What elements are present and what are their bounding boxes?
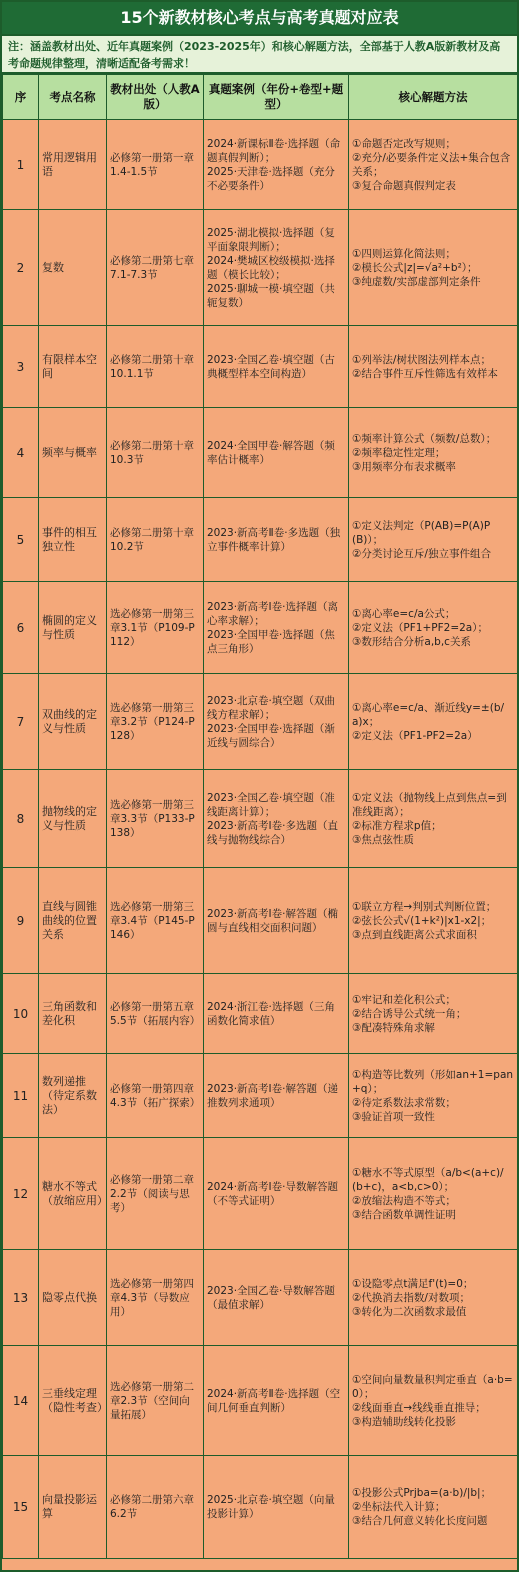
row-number: 14 xyxy=(3,1346,39,1456)
exam-cases xyxy=(204,1054,349,1138)
method-line: ①离心率e=c/a、渐近线y=±(b/a)x； xyxy=(352,701,505,728)
topic-name: 直线与圆锥曲线的位置关系 xyxy=(39,868,107,974)
method-line: ①糖水不等式原型（a/b<(a+c)/(b+c)，a<b,c>0）； xyxy=(352,1166,504,1193)
textbook-source: 必修第二册第七章7.1-7.3节 xyxy=(107,210,204,326)
solution-methods xyxy=(349,770,518,868)
table-body xyxy=(3,120,518,1559)
solution-methods xyxy=(349,1456,518,1559)
exam-cases xyxy=(204,326,349,408)
method-line: ②待定系数法求常数； xyxy=(352,1096,456,1109)
exam-case-line: 2024·新课标Ⅱ卷·选择题（命题真假判断）； xyxy=(207,137,341,164)
method-line: ①构造等比数列（形如an+1=pan+q）； xyxy=(352,1068,514,1095)
topic-name: 事件的相互独立性 xyxy=(39,498,107,582)
method-line: ②定义法（PF1-PF2=2a） xyxy=(352,729,478,742)
exam-cases xyxy=(204,210,349,326)
exam-case-line: 2023·全国甲卷·选择题（焦点三角形） xyxy=(207,628,335,655)
method-line: ①命题否定改写规则； xyxy=(352,137,456,150)
method-line: ③焦点弦性质 xyxy=(352,833,414,846)
row-number: 4 xyxy=(3,408,39,498)
topic-name: 数列递推（待定系数法） xyxy=(39,1054,107,1138)
method-line: ①牢记和差化积公式； xyxy=(352,993,456,1006)
textbook-source: 选必修第一册第四章4.3节（导数应用） xyxy=(107,1250,204,1346)
solution-methods xyxy=(349,974,518,1054)
table-row xyxy=(3,210,518,326)
exam-case-line: 2023·全国乙卷·填空题（准线距离计算）； xyxy=(207,791,335,818)
solution-methods xyxy=(349,1250,518,1346)
exam-cases xyxy=(204,868,349,974)
solution-methods xyxy=(349,498,518,582)
table-row xyxy=(3,868,518,974)
topic-name: 频率与概率 xyxy=(39,408,107,498)
row-number: 5 xyxy=(3,498,39,582)
topic-name: 三角函数和差化积 xyxy=(39,974,107,1054)
method-line: ①定义法（抛物线上点到焦点=到准线距离）； xyxy=(352,791,507,818)
exam-cases xyxy=(204,498,349,582)
row-number: 15 xyxy=(3,1456,39,1559)
method-line: ②分类讨论互斥/独立事件组合 xyxy=(352,547,491,560)
table-row xyxy=(3,120,518,210)
topic-name: 椭圆的定义与性质 xyxy=(39,582,107,674)
textbook-source: 必修第一册第一章1.4-1.5节 xyxy=(107,120,204,210)
exam-case-line: 2024·新高考Ⅰ卷·导数解答题（不等式证明） xyxy=(207,1180,338,1207)
solution-methods xyxy=(349,210,518,326)
method-line: ②模长公式|z|=√a²+b²）； xyxy=(352,261,478,274)
method-line: ②充分/必要条件定义法+集合包含关系； xyxy=(352,151,511,178)
header-methods: 核心解题方法 xyxy=(349,75,518,120)
table-row xyxy=(3,582,518,674)
table-row xyxy=(3,1250,518,1346)
table-row xyxy=(3,674,518,770)
table-row xyxy=(3,1346,518,1456)
method-line: ②结合事件互斥性筛选有效样本 xyxy=(352,367,498,380)
exam-cases xyxy=(204,120,349,210)
exam-case-line: 2024·樊城区校级模拟·选择题（模长比较）； xyxy=(207,254,335,281)
method-line: ③数形结合分析a,b,c关系 xyxy=(352,635,471,648)
solution-methods xyxy=(349,1054,518,1138)
exam-cases xyxy=(204,1456,349,1559)
method-line: ③转化为二次函数求最值 xyxy=(352,1305,467,1318)
row-number: 12 xyxy=(3,1138,39,1250)
method-line: ③复合命题真假判定表 xyxy=(352,179,456,192)
exam-case-line: 2023·新高考Ⅰ卷·多选题（直线与抛物线综合） xyxy=(207,819,338,846)
solution-methods xyxy=(349,326,518,408)
method-line: ③结合几何意义转化长度问题 xyxy=(352,1515,488,1527)
header-name: 考点名称 xyxy=(39,75,107,120)
row-number: 3 xyxy=(3,326,39,408)
topic-name: 向量投影运算 xyxy=(39,1456,107,1559)
table-row xyxy=(3,498,518,582)
topic-name: 常用逻辑用语 xyxy=(39,120,107,210)
exam-cases xyxy=(204,674,349,770)
row-number: 8 xyxy=(3,770,39,868)
exam-cases xyxy=(204,408,349,498)
topic-name: 抛物线的定义与性质 xyxy=(39,770,107,868)
textbook-source: 必修第二册第十章10.2节 xyxy=(107,498,204,582)
method-line: ③纯虚数/实部虚部判定条件 xyxy=(352,275,481,288)
method-line: ①联立方程→判别式判断位置； xyxy=(352,900,497,913)
method-line: ①离心率e=c/a公式； xyxy=(352,607,456,620)
method-line: ①频率计算公式（频数/总数）； xyxy=(352,432,497,445)
exam-case-line: 2023·新高考Ⅰ卷·解答题（椭圆与直线相交面积问题） xyxy=(207,907,338,934)
topic-name: 复数 xyxy=(39,210,107,326)
method-line: ①投影公式Prjba=(a·b)/|b|； xyxy=(352,1487,492,1499)
table-row xyxy=(3,1456,518,1559)
note-text: 注：涵盖教材出处、近年真题案例（2023-2025年）和核心解题方法，全部基于人教A版新教材及高考命题规律整理，清晰适配备考需求！ xyxy=(2,36,517,74)
textbook-source: 选必修第一册第三章3.3节（P133-P138） xyxy=(107,770,204,868)
method-line: ③用频率分布表求概率 xyxy=(352,460,456,473)
exam-case-line: 2024·浙江卷·选择题（三角函数化简求值） xyxy=(207,1000,335,1027)
method-line: ②坐标法代入计算； xyxy=(352,1501,446,1513)
textbook-source: 必修第一册第二章2.2节（阅读与思考） xyxy=(107,1138,204,1250)
exam-cases xyxy=(204,1138,349,1250)
textbook-source: 必修第二册第十章10.1.1节 xyxy=(107,326,204,408)
table-row xyxy=(3,408,518,498)
method-line: ③配凑特殊角求解 xyxy=(352,1021,435,1034)
topic-name: 隐零点代换 xyxy=(39,1250,107,1346)
exam-cases xyxy=(204,974,349,1054)
method-line: ②定义法（PF1+PF2=2a）； xyxy=(352,621,488,634)
table-row xyxy=(3,1138,518,1250)
exam-cases xyxy=(204,770,349,868)
method-line: ①设隐零点t满足f'(t)=0； xyxy=(352,1277,474,1290)
method-line: ②频率稳定性定理； xyxy=(352,446,446,459)
table-row xyxy=(3,1054,518,1138)
solution-methods xyxy=(349,674,518,770)
method-line: ②标准方程求p值； xyxy=(352,819,442,832)
exam-case-line: 2024·全国甲卷·解答题（频率估计概率） xyxy=(207,439,335,466)
exam-case-line: 2023·全国甲卷·选择题（渐近线与圆综合） xyxy=(207,722,335,749)
exam-case-line: 2023·全国乙卷·导数解答题（最值求解） xyxy=(207,1284,335,1311)
method-line: ①定义法判定（P(AB)=P(A)P(B)）； xyxy=(352,519,491,546)
method-line: ②结合诱导公式统一角； xyxy=(352,1007,467,1020)
textbook-source: 必修第一册第四章4.3节（拓广探索） xyxy=(107,1054,204,1138)
exam-cases xyxy=(204,1250,349,1346)
table-row xyxy=(3,770,518,868)
exam-case-line: 2023·北京卷·填空题（双曲线方程求解）； xyxy=(207,694,335,721)
header-no: 序 xyxy=(3,75,39,120)
method-line: ①空间向量数量积判定垂直（a·b=0）； xyxy=(352,1373,513,1400)
exam-case-line: 2023·新高考Ⅱ卷·多选题（独立事件概率计算） xyxy=(207,526,341,553)
solution-methods xyxy=(349,1138,518,1250)
row-number: 2 xyxy=(3,210,39,326)
topic-name: 糖水不等式（放缩应用） xyxy=(39,1138,107,1250)
method-line: ②代换消去指数/对数项； xyxy=(352,1291,470,1304)
exam-cases xyxy=(204,582,349,674)
textbook-source: 选必修第一册第三章3.4节（P145-P146） xyxy=(107,868,204,974)
textbook-source: 选必修第一册第三章3.1节（P109-P112） xyxy=(107,582,204,674)
header-cases: 真题案例（年份+卷型+题型） xyxy=(204,75,349,120)
table-row xyxy=(3,326,518,408)
table-row xyxy=(3,974,518,1054)
textbook-source: 选必修第一册第二章2.3节（空间向量拓展） xyxy=(107,1346,204,1456)
method-line: ②放缩法构造不等式； xyxy=(352,1194,456,1207)
textbook-source: 必修第二册第十章10.3节 xyxy=(107,408,204,498)
exam-case-line: 2025·天津卷·选择题（充分不必要条件） xyxy=(207,165,335,192)
method-line: ①列举法/树状图法列样本点； xyxy=(352,353,491,366)
topic-name: 双曲线的定义与性质 xyxy=(39,674,107,770)
exam-cases xyxy=(204,1346,349,1456)
data-table xyxy=(2,74,518,1559)
exam-case-line: 2025·湖北模拟·选择题（复平面象限判断）； xyxy=(207,226,335,253)
exam-case-line: 2025·聊城一模·填空题（共轭复数） xyxy=(207,282,335,309)
method-line: ①四则运算化简法则； xyxy=(352,247,456,260)
solution-methods xyxy=(349,120,518,210)
topic-name: 三垂线定理（隐性考查） xyxy=(39,1346,107,1456)
exam-case-line: 2023·全国乙卷·填空题（古典概型样本空间构造） xyxy=(207,353,335,380)
method-line: ③验证首项一致性 xyxy=(352,1110,435,1123)
textbook-source: 必修第一册第五章5.5节（拓展内容） xyxy=(107,974,204,1054)
row-number: 6 xyxy=(3,582,39,674)
exam-case-line: 2023·新高考Ⅰ卷·选择题（离心率求解）； xyxy=(207,600,338,627)
textbook-source: 选必修第一册第三章3.2节（P124-P128） xyxy=(107,674,204,770)
header-source: 教材出处（人教A版） xyxy=(107,75,204,120)
solution-methods xyxy=(349,1346,518,1456)
row-number: 11 xyxy=(3,1054,39,1138)
header-row xyxy=(3,75,518,120)
row-number: 13 xyxy=(3,1250,39,1346)
solution-methods xyxy=(349,408,518,498)
method-line: ③构造辅助线转化投影 xyxy=(352,1415,456,1428)
row-number: 1 xyxy=(3,120,39,210)
textbook-source: 必修第二册第六章6.2节 xyxy=(107,1456,204,1559)
solution-methods xyxy=(349,868,518,974)
solution-methods xyxy=(349,582,518,674)
row-number: 7 xyxy=(3,674,39,770)
method-line: ②弦长公式√(1+k²)|x1-x2|； xyxy=(352,914,492,927)
row-number: 9 xyxy=(3,868,39,974)
method-line: ②线面垂直→线线垂直推导； xyxy=(352,1401,486,1414)
page-title: 15个新教材核心考点与高考真题对应表 xyxy=(2,2,517,36)
exam-case-line: 2023·新高考Ⅰ卷·解答题（递推数列求通项） xyxy=(207,1082,338,1109)
topic-name: 有限样本空间 xyxy=(39,326,107,408)
exam-case-line: 2024·新高考Ⅱ卷·选择题（空间几何垂直判断） xyxy=(207,1387,341,1414)
exam-case-line: 2025·北京卷·填空题（向量投影计算） xyxy=(207,1494,335,1520)
method-line: ③结合函数单调性证明 xyxy=(352,1208,456,1221)
method-line: ③点到直线距离公式求面积 xyxy=(352,928,477,941)
row-number: 10 xyxy=(3,974,39,1054)
